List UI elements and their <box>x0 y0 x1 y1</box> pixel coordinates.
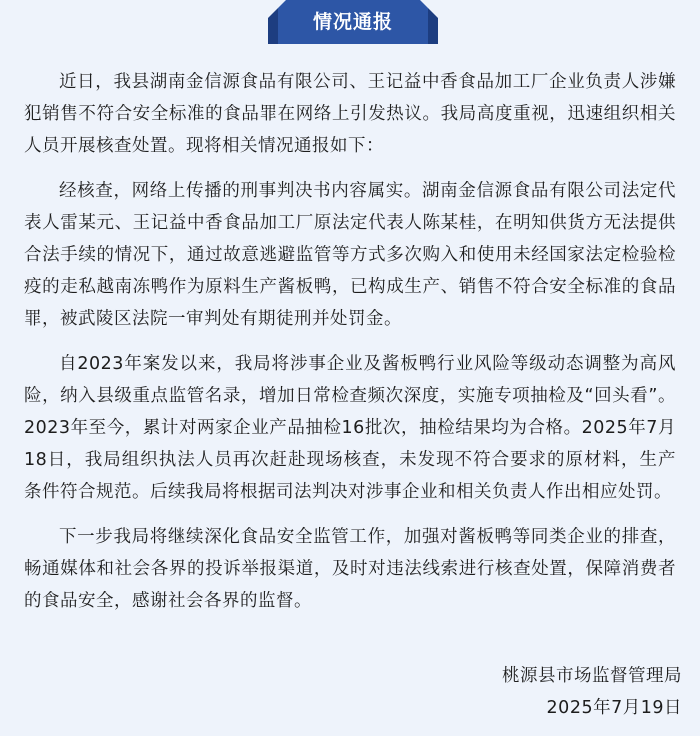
issue-date: 2025年7月19日 <box>546 698 682 718</box>
issuing-organization: 桃源县市场监督管理局 <box>502 666 682 686</box>
page-title: 情况通报 <box>312 11 393 33</box>
notice-body <box>24 66 676 630</box>
paragraph-next-steps: 下一步我局将继续深化食品安全监管工作，加强对酱板鸭等同类企业的排查，畅通媒体和社会各界的投诉举报渠道，及时对违法线索进行核查处置，保障消费者的食品安全，感谢社会各界的监督。 <box>24 527 676 611</box>
title-banner <box>268 0 438 44</box>
paragraph-supervision: 自2023年案发以来，我局将涉事企业及酱板鸭行业风险等级动态调整为高风险，纳入县级重点监管名录，增加日常检查频次深度，实施专项抽检及“回头看”。2023年至今，累计对两家企业产品抽检16批次，抽检结果均为合格。2025年7月18日，我局组织执法人员再次赶赴现场核查，未发现不符合要求的原材料，生产条件符合规范。后续我局将根据司法判决对涉事企业和相关负责人作出相应处罚。 <box>24 354 676 502</box>
paragraph-findings: 经核查，网络上传播的刑事判决书内容属实。湖南金信源食品有限公司法定代表人雷某元、王记益中香食品加工厂原法定代表人陈某桂，在明知供货方无法提供合法手续的情况下，通过故意逃避监管等方式多次购入和使用未经国家法定检验检疫的走私越南冻鸭作为原料生产酱板鸭，已构成生产、销售不符合安全标准的食品罪，被武陵区法院一审判处有期徒刑并处罚金。 <box>24 181 676 329</box>
signoff-block <box>382 660 682 724</box>
paragraph-intro: 近日，我县湖南金信源食品有限公司、王记益中香食品加工厂企业负责人涉嫌犯销售不符合安全标准的食品罪在网络上引发热议。我局高度重视，迅速组织相关人员开展核查处置。现将相关情况通报如下： <box>24 72 676 156</box>
